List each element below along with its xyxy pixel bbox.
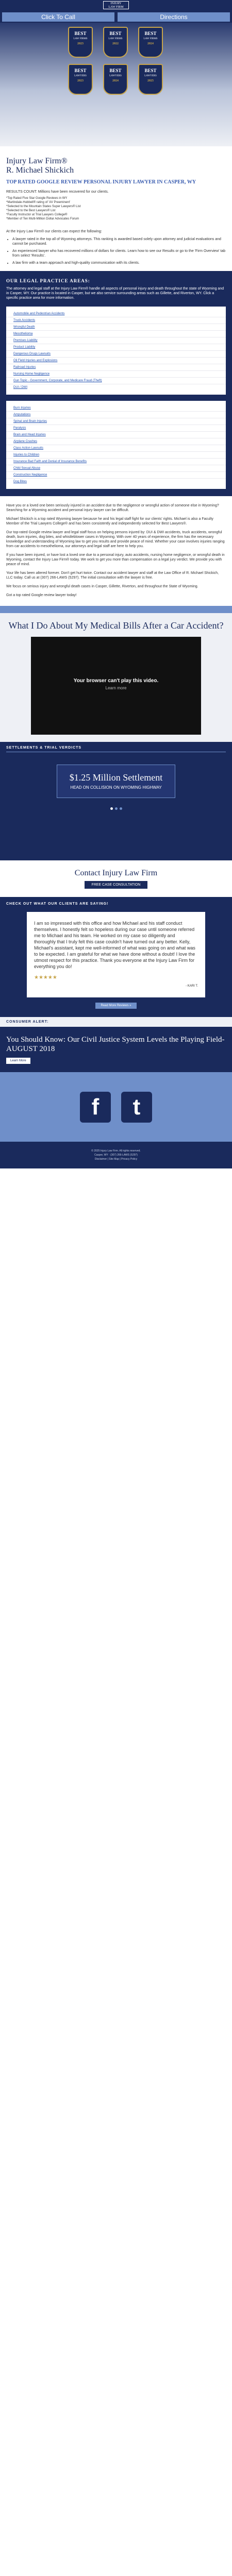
- award-badge: BEST LAW FIRMS 2022: [103, 27, 128, 58]
- firm-name: Injury Law Firm®: [6, 157, 68, 165]
- carousel-dot[interactable]: [110, 807, 113, 810]
- review-quote: I am so impressed with this office and how Michael and his staff conduct themselves. I honestly felt so hopeless during our case until someone referred me to Michael and his team. He worked on my case so diligently and thoroughly that I truly felt this case couldn't have turned out any better. Kelly, Michael's assistant, kept me well-informed of what was going on and what was to be expected. I am grateful for what we have done without a doubt! I love the utmost respect for this practice. Thank you everyone at the Injury Law Firm for everything you do!: [34, 921, 195, 969]
- accolade-list: [6, 196, 226, 221]
- free-consultation-button[interactable]: FREE CASE CONSULTATION: [85, 881, 148, 889]
- video-error-title: Your browser can't play this video.: [73, 678, 159, 684]
- why-list: [12, 237, 226, 265]
- twitter-icon[interactable]: t: [121, 1092, 152, 1123]
- practice-link[interactable]: Premises Liability: [6, 337, 226, 344]
- body-paragraph: If you have been injured, or have lost a loved one due to a personal injury, auto accidents, nursing home negligence, or wrongful death in Wyoming, contact the Injury Law Firm® today. We work to get you more than compensation on a legal jury verdict. We provide you with peace of mind.: [6, 553, 225, 566]
- practice-link[interactable]: DUI / DWI: [13, 386, 27, 389]
- body-paragraph: Your life has been altered forever. Don't get hurt twice. Contact our accident lawyer and staff at the Law Office of R. Michael Shickich, LLC today. Call us at (307) 266-LAWS (5297). The initial consultation with the lawyer is free.: [6, 571, 219, 580]
- consumer-alert-bar: CONSUMER ALERT:: [0, 1017, 232, 1027]
- logo-line1: INJURY: [110, 2, 122, 5]
- learn-more-button[interactable]: Learn More: [6, 1058, 30, 1064]
- why-item: • A law firm with a team approach and high-quality communication with its clients.: [12, 261, 226, 265]
- settlement-card[interactable]: [57, 765, 175, 798]
- footer-links[interactable]: Disclaimer | Site Map | Privacy Policy: [94, 1158, 138, 1161]
- award-badge: BEST LAW FIRMS 2024: [138, 27, 163, 58]
- read-more-reviews-button[interactable]: Read More Reviews »: [95, 1003, 137, 1009]
- body-copy: [0, 496, 232, 601]
- accolade-item: *Member of Ten Multi-Million Dollar Advocates Forum: [6, 217, 79, 221]
- attorney-name: R. Michael Shickich: [6, 166, 74, 175]
- why-section: [0, 226, 232, 271]
- practice-link[interactable]: Automobile and Pedestrian Accidents: [6, 311, 226, 317]
- intro-subhead: TOP RATED GOOGLE REVIEW PERSONAL INJURY LAWYER IN CASPER, WY: [6, 179, 196, 185]
- video-player[interactable]: [31, 637, 201, 735]
- body-paragraph: We focus on serious injury and wrongful death cases in Casper, Gillette, Riverton, and throughout the State of Wyoming.: [6, 585, 198, 588]
- carousel-dot[interactable]: [115, 807, 118, 810]
- practice-list-1: [6, 307, 226, 395]
- directions-button[interactable]: Directions: [118, 12, 230, 22]
- practice-link[interactable]: Insurance Bad Faith and Denial of Insurance Benefits: [6, 459, 226, 465]
- practice-heading: OUR LEGAL PRACTICE AREAS:: [6, 278, 90, 283]
- video-learn-more-link[interactable]: Learn more: [105, 686, 127, 690]
- footer-copyright: © 2025 Injury Law Firm. All rights reserved.: [91, 1149, 141, 1153]
- accolade-item: *Selected to the Mountain States Super Lawyers® List: [6, 205, 81, 208]
- reviews-heading: CHECK OUT WHAT OUR CLIENTS ARE SAYING!: [6, 902, 109, 906]
- practice-link[interactable]: Oil Field Injuries and Explosions: [6, 358, 226, 364]
- practice-link[interactable]: Child Sexual Abuse: [6, 465, 226, 472]
- practice-text: The attorney and legal staff at the Injury Law Firm® handle all aspects of personal injury and death throughout the state of Wyoming and in Casper, WY. Our practice is located in Casper, but we also service surrounding areas such as Gillette, and Riverton, WY. Click a specific practice area for more information.: [6, 287, 224, 300]
- carousel-dots: [6, 807, 226, 811]
- accolade-item: *Top Rated Five Star Google Reviews in WY: [6, 197, 68, 200]
- practice-link[interactable]: Spinal and Brain Injuries: [6, 418, 226, 425]
- site-header: [0, 0, 232, 23]
- accolade-item: *Martindale-Hubbell® rating of 'AV Preeminent': [6, 201, 71, 204]
- award-badge: BEST LAWYERS 2025: [138, 64, 163, 95]
- award-badge: BEST LAW FIRMS 2023: [68, 27, 93, 58]
- why-item: • An experienced lawyer who has recovered millions of dollars for clients. Learn how to see our Results or go to the 'Firm Overview' tab from select 'Results'.: [12, 249, 226, 258]
- accolade-item: *Selected to the Best Lawyers® List: [6, 209, 56, 212]
- practice-link[interactable]: Paralysis: [6, 425, 226, 432]
- settlements-heading: SETTLEMENTS & TRIAL VERDICTS: [6, 746, 226, 752]
- practice-link[interactable]: Class Action Lawsuits: [6, 445, 226, 452]
- settlement-amount: $1.25 Million Settlement: [69, 772, 163, 783]
- body-paragraph: Have you or a loved one been seriously injured in an accident due to the negligence or wrongful action of someone else in Wyoming? Searching for a Wyoming accident and personal injury lawyer can be difficult.: [6, 504, 219, 512]
- intro-section: [0, 146, 232, 226]
- practice-link[interactable]: Product Liability: [6, 344, 226, 351]
- contact-section: [0, 860, 232, 897]
- video-section: [0, 613, 232, 742]
- footer-contact: Casper, WY · (307) 266-LAWS (5297): [94, 1154, 138, 1157]
- practice-link[interactable]: Railroad Injuries: [6, 364, 226, 371]
- reviews-section: [0, 897, 232, 1017]
- settlements-section: [0, 742, 232, 860]
- hero-banner: [0, 23, 232, 146]
- video-heading: What I Do About My Medical Bills After a Car Accident?: [8, 620, 224, 631]
- firm-logo[interactable]: [103, 1, 129, 9]
- why-item: • A lawyer rated in the top all of Wyoming attorneys. This ranking is awarded based solely upon attorney and judicial evaluations and cannot be purchased.: [12, 237, 226, 246]
- practice-link[interactable]: Burn Injuries: [6, 405, 226, 412]
- review-card: [27, 912, 205, 997]
- practice-link[interactable]: Truck Accidents: [6, 317, 226, 324]
- accolade-item: *Faculty Instructor at Trial Lawyers College®: [6, 213, 68, 216]
- contact-title: Contact Injury Law Firm: [74, 869, 158, 877]
- click-to-call-button[interactable]: Click To Call: [2, 12, 114, 22]
- news-title[interactable]: You Should Know: Our Civil Justice System Levels the Playing Field-AUGUST 2018: [6, 1036, 225, 1053]
- results-line: RESULTS COUNT: Millions have been recovered for our clients.: [6, 190, 109, 194]
- practice-link[interactable]: Brain and Head Injuries: [6, 432, 226, 438]
- practice-link[interactable]: Construction Negligence: [6, 472, 226, 479]
- practice-link[interactable]: Amputations: [6, 412, 226, 418]
- body-paragraph: Got a top rated Google review lawyer today!: [6, 594, 77, 597]
- practice-areas-section: [0, 271, 232, 496]
- body-paragraph: Michael Shickich is a top rated Wyoming lawyer because he and his legal staff fight for our clients' rights. Michael is also a Faculty Member of the Trial Lawyers College® and has been consistently and independently selected for Best Lawyers®.: [6, 517, 213, 526]
- social-section: [0, 1072, 232, 1142]
- practice-link[interactable]: Mesothelioma: [6, 331, 226, 337]
- news-section: [0, 1027, 232, 1072]
- site-footer: [0, 1142, 232, 1168]
- logo-line2: LAW FIRM: [108, 6, 124, 9]
- star-rating-icon: ★★★★★: [34, 975, 57, 980]
- divider-strip: [0, 606, 232, 613]
- practice-link[interactable]: Nursing Home Negligence: [6, 371, 226, 378]
- carousel-dot[interactable]: [120, 807, 122, 810]
- practice-link[interactable]: Dog Bites: [13, 480, 27, 483]
- facebook-icon[interactable]: f: [80, 1092, 111, 1123]
- body-paragraph: Our top-rated Google review lawyer and legal staff focus on helping persons injured by: DUI & DWI accidents, truck accidents, wrongful death, burn injuries, dog bites, and whistleblower cases in Wyoming. With over 40 years of experience, the firm has the necessary knowledge and understanding of Wyoming law to get you results and provide peace of mind. Whether your case involves injuries ranging from car accidents to mesothelioma, our attorneys and legal staff are here to help you.: [6, 531, 225, 548]
- review-author: - KARI T.: [186, 985, 198, 988]
- practice-list-2: [6, 401, 226, 489]
- practice-link[interactable]: Gun Topic - Government, Corporate, and Medicare Fraud (Theft): [6, 378, 226, 384]
- practice-link[interactable]: Airplane Crashes: [6, 438, 226, 445]
- award-badge: BEST LAWYERS 2024: [103, 64, 128, 95]
- why-lead: At the Injury Law Firm® our clients can expect the following:: [6, 230, 102, 233]
- practice-link[interactable]: Wrongful Death: [6, 324, 226, 331]
- practice-link[interactable]: Injuries to Children: [6, 452, 226, 459]
- settlement-description: HEAD ON COLLISION ON WYOMING HIGHWAY: [70, 785, 162, 790]
- practice-link[interactable]: Dangerous Drugs Lawsuits: [6, 351, 226, 358]
- award-badge: BEST LAWYERS 2023: [68, 64, 93, 95]
